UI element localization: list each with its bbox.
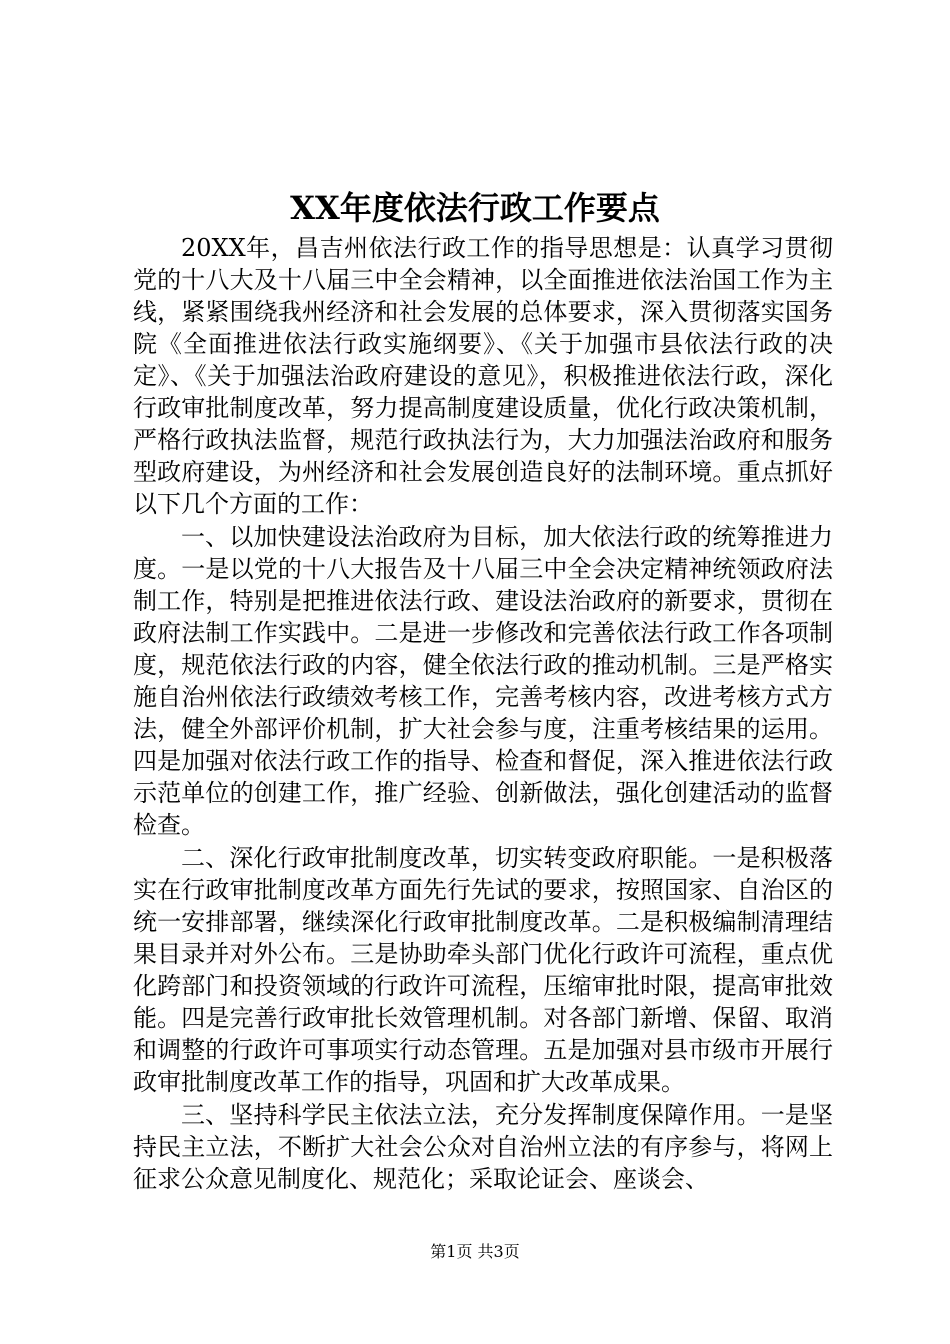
document-title: XX年度依法行政工作要点 xyxy=(290,189,660,227)
document-body xyxy=(133,232,833,1196)
paragraph-section-2: 二、深化行政审批制度改革，切实转变政府职能。一是积极落实在行政审批制度改革方面先行先试的要求，按照国家、自治区的统一安排部署，继续深化行政审批制度改革。二是积极编制清理结果目录并对外公布。三是协助牵头部门优化行政许可流程，重点优化跨部门和投资领域的行政许可流程，压缩审批时限，提高审批效能。四是完善行政审批长效管理机制。对各部门新增、保留、取消和调整的行政许可事项实行动态管理。五是加强对县市级市开展行政审批制度改革工作的指导，巩固和扩大改革成果。 xyxy=(133,844,833,1096)
paragraph-section-1: 一、以加快建设法治政府为目标，加大依法行政的统筹推进力度。一是以党的十八大报告及十八届三中全会决定精神统领政府法制工作，特别是把推进依法行政、建设法治政府的新要求，贯彻在政府法制工作实践中。二是进一步修改和完善依法行政工作各项制度，规范依法行政的内容，健全依法行政的推动机制。三是严格实施自治州依法行政绩效考核工作，完善考核内容，改进考核方式方法，健全外部评价机制，扩大社会参与度，注重考核结果的运用。四是加强对依法行政工作的指导、检查和督促，深入推进依法行政示范单位的创建工作，推广经验、创新做法，强化创建活动的监督检查。 xyxy=(133,523,833,839)
page-footer: 第1页 共3页 xyxy=(430,1242,520,1261)
paragraph-intro: 20XX年，昌吉州依法行政工作的指导思想是：认真学习贯彻党的十八大及十八届三中全会精神，以全面推进依法治国工作为主线，紧紧围绕我州经济和社会发展的总体要求，深入贯彻落实国务院《全面推进依法行政实施纲要》、《关于加强市县依法行政的决定》、《关于加强法治政府建设的意见》，积极推进依法行政，深化行政审批制度改革，努力提高制度建设质量，优化行政决策机制，严格行政执法监督，规范行政执法行为，大力加强法治政府和服务型政府建设，为州经济和社会发展创造良好的法制环境。重点抓好以下几个方面的工作： xyxy=(133,234,833,518)
paragraph-section-3: 三、坚持科学民主依法立法，充分发挥制度保障作用。一是坚持民主立法，不断扩大社会公众对自治州立法的有序参与，将网上征求公众意见制度化、规范化；采取论证会、座谈会、 xyxy=(133,1101,833,1193)
